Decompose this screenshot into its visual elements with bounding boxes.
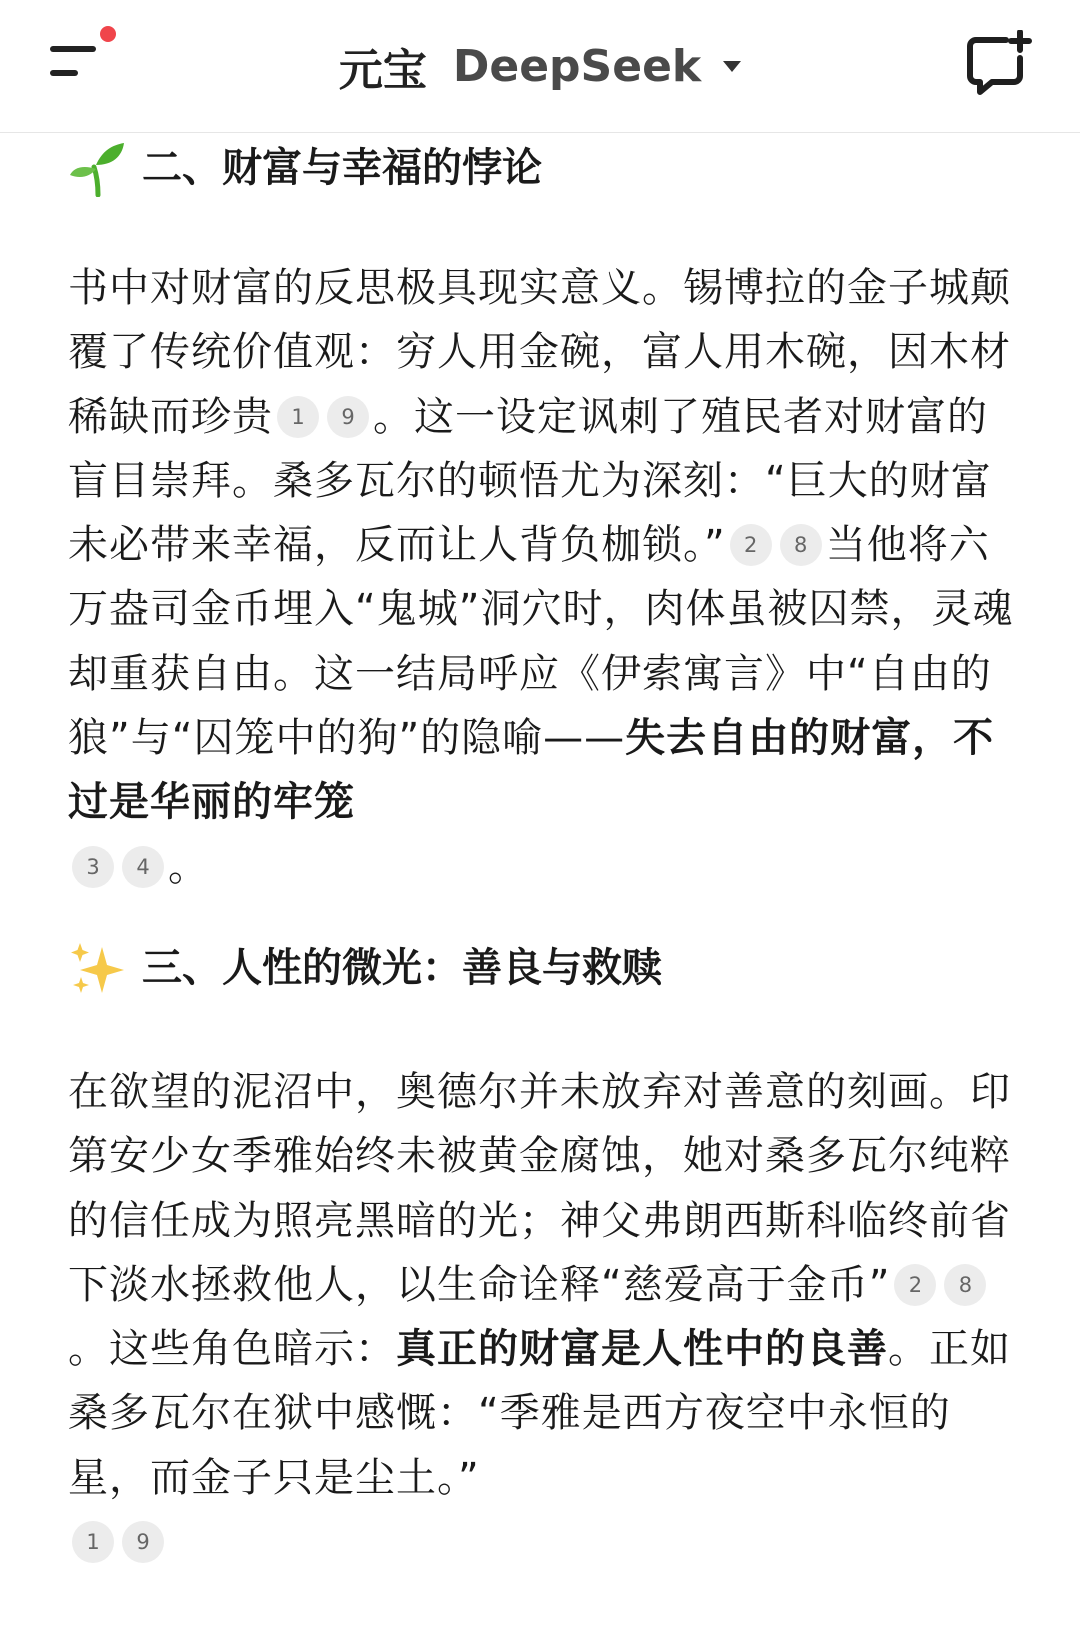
bold-highlight: 失去自由的财富，不过是华丽的牢笼 [68,715,995,826]
section-heading [68,936,662,1000]
citation-badge[interactable]: 8 [944,1264,986,1306]
citation-badge[interactable]: 3 [72,846,114,888]
citation-badge[interactable]: 4 [122,846,164,888]
new-chat-button[interactable] [960,30,1036,100]
sparkles-icon [68,939,126,997]
citation-badge[interactable]: 2 [730,524,772,566]
top-bar [0,0,1080,133]
model-name: DeepSeek [452,40,702,92]
app-brand: 元宝 [338,45,427,96]
new-chat-icon [960,30,1036,100]
citation-badge[interactable]: 1 [277,396,319,438]
citation-badge[interactable]: 9 [122,1521,164,1563]
section-heading-text: 三、人性的微光：善良与救赎 [142,945,662,991]
section-heading-text: 二、财富与幸福的悖论 [142,145,542,191]
citation-badge[interactable]: 8 [780,524,822,566]
citation-badge[interactable]: 2 [894,1264,936,1306]
section-paragraph: 在欲望的泥沼中，奥德尔并未放弃对善意的刻画。印第安少女季雅始终未被黄金腐蚀，她对桑多瓦尔纯粹的信任成为照亮黑暗的光；神父弗朗西斯科临终前省下淡水拯救他人，以生命诠释“慈爱高于金币” 2 8。这些角色暗示：真正的财富是人性中的良善。正如桑多瓦尔在狱中感慨：“季雅是西方夜空中永恒的星，而金子只是尘土。” 1 9 [68,1060,1018,1574]
chevron-down-icon [723,61,741,72]
bold-highlight: 真正的财富是人性中的良善 [396,1326,888,1373]
seedling-icon [68,139,126,197]
section-paragraph: 书中对财富的反思极具现实意义。锡博拉的金子城颠覆了传统价值观：穷人用金碗，富人用木碗，因木材稀缺而珍贵 1 9 。这一设定讽刺了殖民者对财富的盲目崇拜。桑多瓦尔的顿悟尤为深刻：“巨大的财富未必带来幸福，反而让人背负枷锁。” 2 8 当他将六万盎司金币埋入“鬼城”洞穴时，肉体虽被囚禁，灵魂却重获自由。这一结局呼应《伊索寓言》中“自由的狼”与“囚笼中的狗”的隐喻——失去自由的财富，不过是华丽的牢笼 3 4 。 [68,265,1014,890]
model-selector[interactable] [0,30,1080,102]
section-heading [68,136,542,200]
citation-badge[interactable]: 1 [72,1521,114,1563]
citation-badge[interactable]: 9 [327,396,369,438]
